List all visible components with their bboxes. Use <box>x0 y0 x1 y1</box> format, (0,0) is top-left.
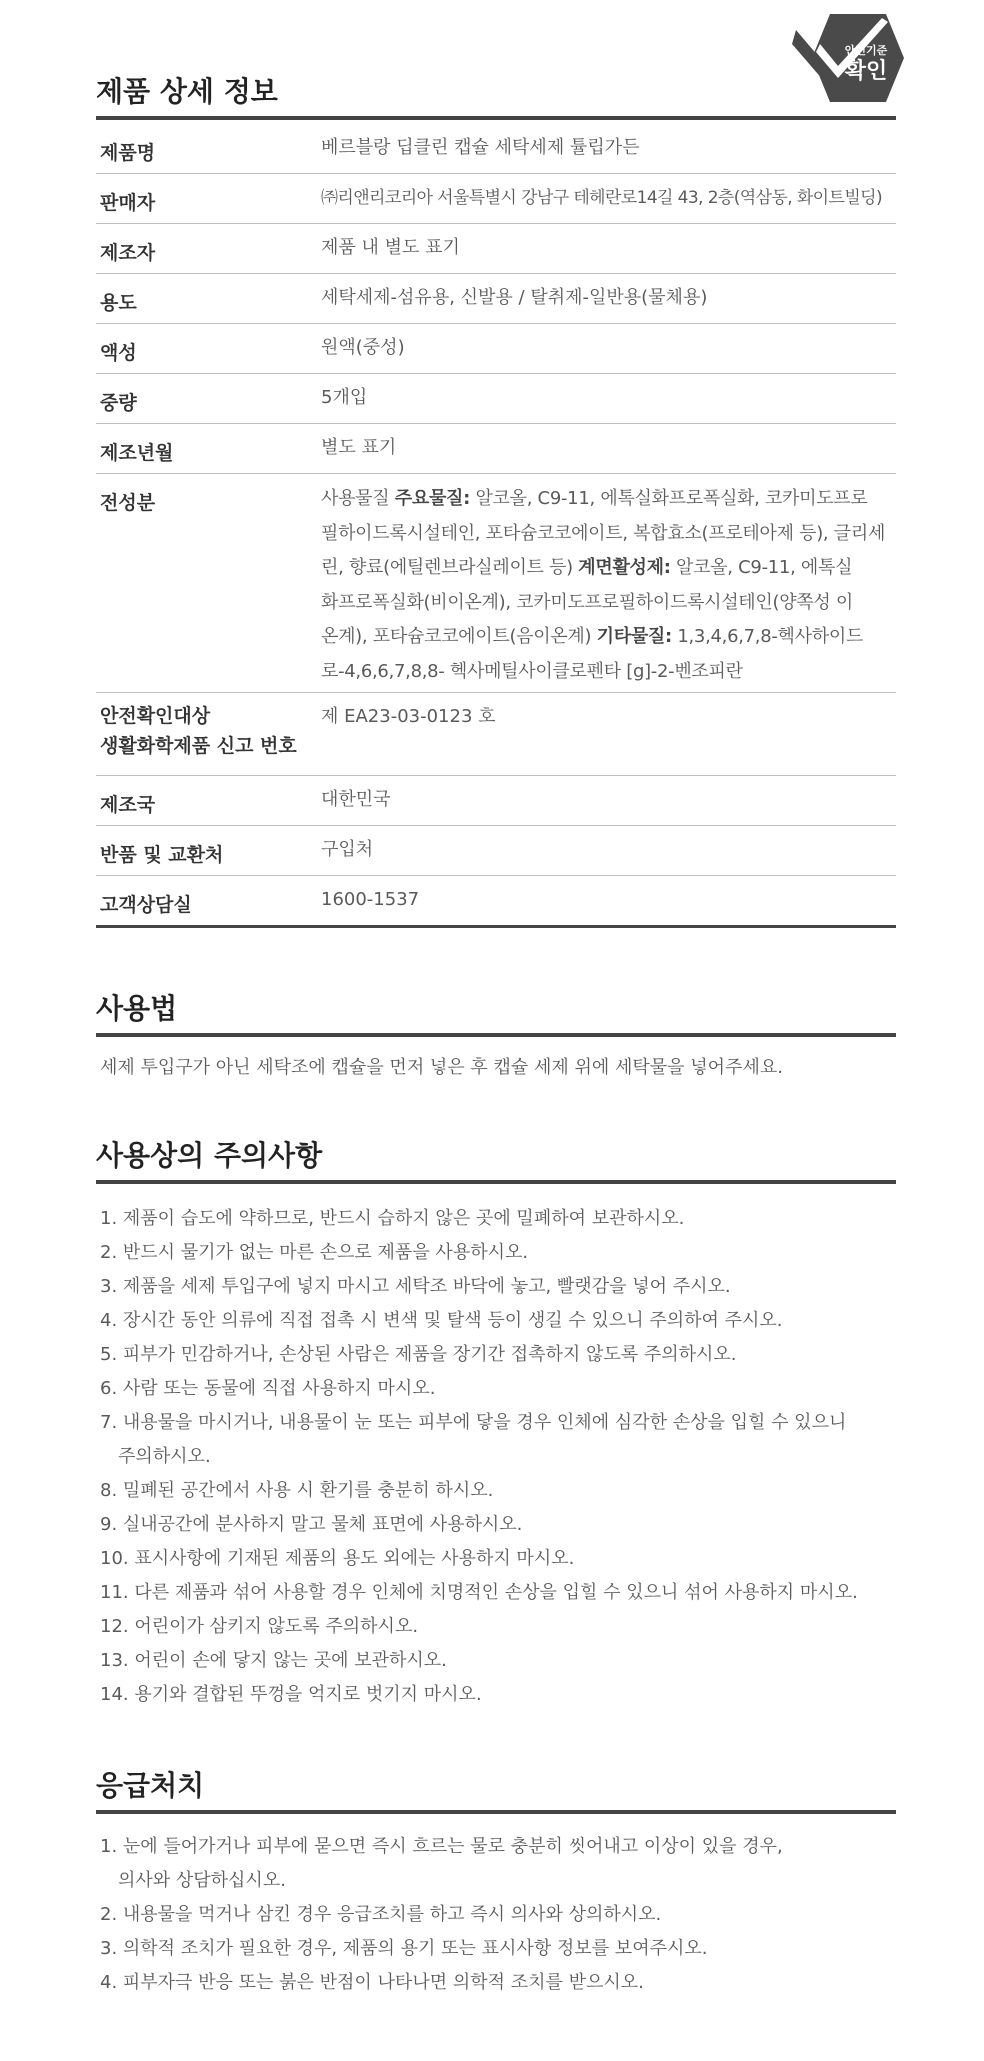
ingredients-line <box>321 551 896 586</box>
row-key: 고객상담실 <box>100 894 192 916</box>
list-item: 11. 다른 제품과 섞어 사용할 경우 인체에 치명적인 손상을 입힐 수 있으니 섞어 사용하지 마시오. <box>100 1582 858 1603</box>
table-row <box>96 374 896 424</box>
list-item: 4. 장시간 동안 의류에 직접 접촉 시 변색 및 탈색 등이 생길 수 있으니 주의하여 주시오. <box>100 1310 783 1331</box>
row-key: 제조국 <box>100 794 156 816</box>
list-item-continuation <box>100 1864 783 1898</box>
row-value: 원액(중성) <box>321 337 405 358</box>
ingredients-line: 필하이드록시설테인, 포타슘코코에이트, 복합효소(프로테아제 등), 글리세 <box>321 522 886 544</box>
ingredients-text: 린, 향료(에틸렌브라실레이트 등) <box>321 557 579 578</box>
table-row-safety-report <box>96 693 896 776</box>
row-value: 베르블랑 딥클린 캡슐 세탁세제 튤립가든 <box>321 137 640 158</box>
table-row <box>96 174 896 224</box>
list-item: 3. 제품을 세제 투입구에 넣지 마시고 세탁조 바닥에 놓고, 빨랫감을 넣어 주시오. <box>100 1276 731 1297</box>
row-key: 제조년월 <box>100 442 174 464</box>
row-value: ㈜리앤리코리아 서울특별시 강남구 테헤란로14길 43, 2층(역삼동, 화이트빌딩) <box>321 188 882 208</box>
list-item: 3. 의학적 조치가 필요한 경우, 제품의 용기 또는 표시사항 정보를 보여주시오. <box>100 1938 708 1959</box>
row-value: 세탁세제-섬유용, 신발용 / 탈취제-일반용(물체용) <box>321 287 708 308</box>
ingredients-text: 알코올, C9-11, 에톡실화프로폭실화, 코카미도프로 <box>470 488 868 509</box>
section-title-first-aid: 응급처치 <box>96 1762 896 1814</box>
table-row <box>96 424 896 474</box>
row-key: 액성 <box>100 342 137 364</box>
row-key-line: 생활화학제품 신고 번호 <box>100 735 297 757</box>
ingredients-line: 로-4,6,6,7,8,8- 헥사메틸사이클로펜타 [g]-2-벤조피란 <box>321 660 743 682</box>
row-key: 판매자 <box>100 192 156 214</box>
list-item-continuation <box>100 1440 858 1474</box>
row-key: 제조자 <box>100 242 156 264</box>
row-value: 제품 내 별도 표기 <box>321 237 460 258</box>
section-title-product-detail: 제품 상세 정보 <box>96 68 896 120</box>
section-title-caution: 사용상의 주의사항 <box>96 1132 896 1184</box>
usage-text: 세제 투입구가 아닌 세탁조에 캡슐을 먼저 넣은 후 캡슐 세제 위에 세탁물을 넣어주세요. <box>100 1057 783 1078</box>
row-value: 5개입 <box>321 387 368 408</box>
ingredients-text: 온계), 포타슘코코에이트(음이온계) <box>321 626 597 647</box>
list-item: 5. 피부가 민감하거나, 손상된 사람은 제품을 장기간 접촉하지 않도록 주의하시오. <box>100 1344 737 1365</box>
row-key: 전성분 <box>100 492 156 514</box>
row-value: 대한민국 <box>321 789 391 810</box>
list-item: 1. 제품이 습도에 약하므로, 반드시 습하지 않은 곳에 밀폐하여 보관하시오. <box>100 1208 685 1229</box>
caution-list <box>100 1202 858 1712</box>
badge-line2: 확인 <box>844 58 888 83</box>
ingredients-label: 주요물질: <box>394 488 471 509</box>
list-item: 14. 용기와 결합된 뚜껑을 억지로 벗기지 마시오. <box>100 1684 482 1705</box>
list-item: 7. 내용물을 마시거나, 내용물이 눈 또는 피부에 닿을 경우 인체에 심각한 손상을 입힐 수 있으니 <box>100 1412 847 1433</box>
row-key: 용도 <box>100 292 137 314</box>
badge-line1: 안전기준 <box>844 45 888 57</box>
list-item: 1. 눈에 들어가거나 피부에 묻으면 즉시 흐르는 물로 충분히 씻어내고 이상이 있을 경우, <box>100 1836 783 1857</box>
list-item: 2. 반드시 물기가 없는 마른 손으로 제품을 사용하시오. <box>100 1242 529 1263</box>
ingredients-line <box>321 482 896 517</box>
table-row <box>96 274 896 324</box>
product-spec-table <box>96 124 896 928</box>
row-value: 구입처 <box>321 839 374 860</box>
row-key: 중량 <box>100 392 137 414</box>
list-item-continuation-text: 의사와 상담하십시오. <box>118 1870 286 1891</box>
ingredients-label: 기타물질: <box>596 626 672 647</box>
table-row-ingredients <box>96 474 896 693</box>
row-key-line: 안전확인대상 <box>100 705 211 727</box>
list-item: 9. 실내공간에 분사하지 말고 물체 표면에 사용하시오. <box>100 1514 523 1535</box>
table-row <box>96 224 896 274</box>
row-key: 반품 및 교환처 <box>100 844 224 866</box>
section-title-usage: 사용법 <box>96 985 896 1037</box>
list-item: 4. 피부자극 반응 또는 붉은 반점이 나타나면 의학적 조치를 받으시오. <box>100 1972 644 1993</box>
list-item: 13. 어린이 손에 닿지 않는 곳에 보관하시오. <box>100 1650 447 1671</box>
list-item: 10. 표시사항에 기재된 제품의 용도 외에는 사용하지 마시오. <box>100 1548 575 1569</box>
list-item: 6. 사람 또는 동물에 직접 사용하지 마시오. <box>100 1378 436 1399</box>
list-item: 12. 어린이가 삼키지 않도록 주의하시오. <box>100 1616 419 1637</box>
ingredients-label: 계면활성제: <box>578 557 671 578</box>
row-value: 제 EA23-03-0123 호 <box>321 706 496 727</box>
table-row <box>96 324 896 374</box>
table-row <box>96 124 896 174</box>
row-key <box>96 693 321 775</box>
first-aid-list <box>100 1830 783 2000</box>
row-value: 1600-1537 <box>321 889 420 910</box>
ingredients-line: 화프로폭실화(비이온계), 코카미도프로필하이드록시설테인(양쪽성 이 <box>321 591 853 613</box>
list-item-continuation-text: 주의하시오. <box>118 1446 211 1467</box>
list-item: 2. 내용물을 먹거나 삼킨 경우 응급조치를 하고 즉시 의사와 상의하시오. <box>100 1904 662 1925</box>
ingredients-text: 사용물질 <box>321 488 395 509</box>
table-row <box>96 876 896 925</box>
row-value: 별도 표기 <box>321 437 397 458</box>
ingredients-text: 알코올, C9-11, 에톡실 <box>670 557 853 578</box>
table-row <box>96 826 896 876</box>
table-row <box>96 776 896 826</box>
ingredients-text: 1,3,4,6,7,8-헥사하이드 <box>671 626 863 647</box>
ingredients-line <box>321 620 896 655</box>
ingredients-value <box>321 468 896 692</box>
list-item: 8. 밀폐된 공간에서 사용 시 환기를 충분히 하시오. <box>100 1480 494 1501</box>
row-key: 제품명 <box>100 142 156 164</box>
